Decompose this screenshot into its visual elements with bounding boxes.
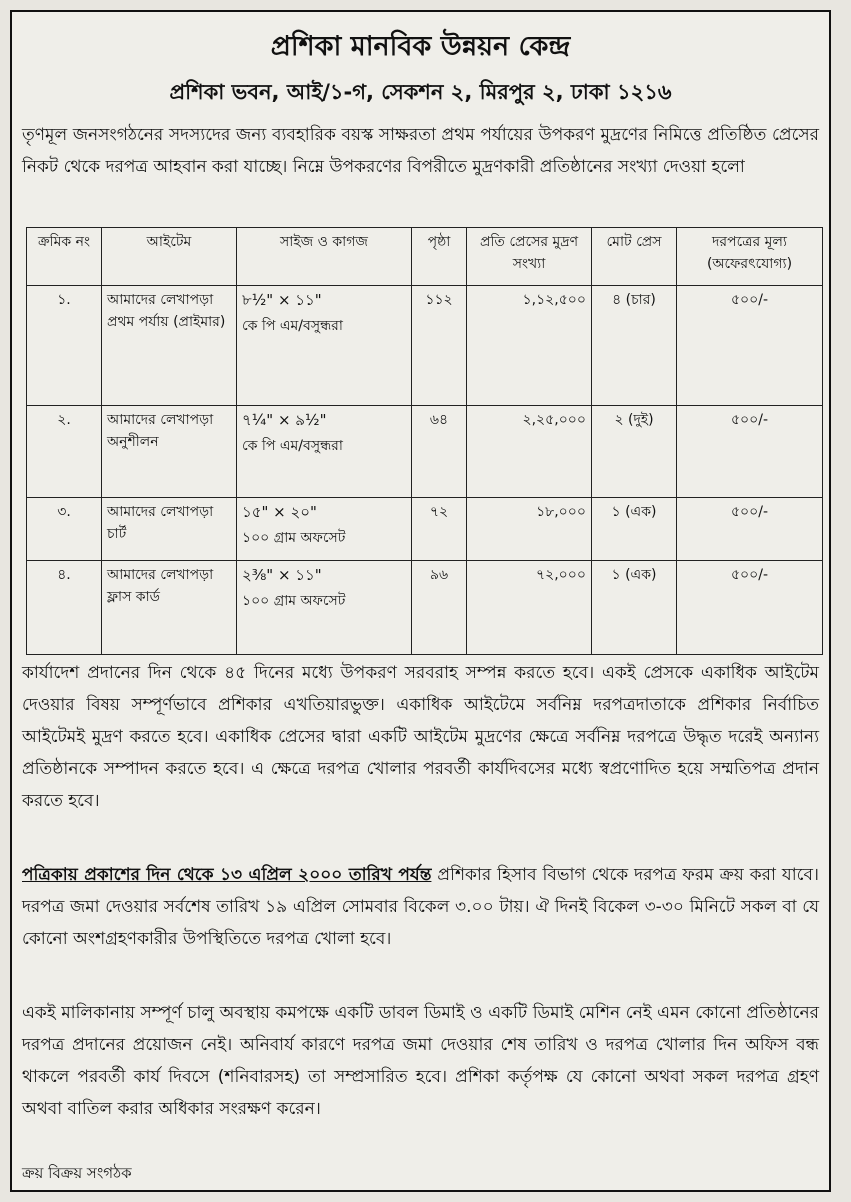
cell-pages: ৭২ — [412, 497, 467, 560]
cell-price: ৫০০/- — [677, 286, 823, 406]
cell-price: ৫০০/- — [677, 405, 823, 497]
cell-item: আমাদের লেখাপড়া অনুশীলন — [102, 405, 237, 497]
paper-type: কে পি এম/বসুন্ধরা — [242, 318, 343, 334]
paper-type: কে পি এম/বসুন্ধরা — [242, 437, 343, 454]
cell-serial: ৪. — [27, 560, 102, 654]
signature: ক্রয় বিক্রয় সংগঠক — [22, 1164, 132, 1182]
header-price: দরপত্রের মূল্য (অফেরৎযোগ্য) — [677, 228, 823, 286]
cell-pages: ৯৬ — [412, 560, 467, 654]
header-size: সাইজ ও কাগজ — [237, 228, 412, 286]
cell-size — [237, 497, 412, 560]
cell-pages: ৬৪ — [412, 405, 467, 497]
table-header-row — [27, 228, 823, 286]
paper-type: ১০০ গ্রাম অফসেট — [242, 592, 346, 609]
size-dimensions: ১৫" × ২০" — [242, 502, 317, 521]
cell-serial: ১. — [27, 286, 102, 406]
cell-size — [237, 286, 412, 406]
intro-paragraph: তৃণমূল জনসংগঠনের সদস্যদের জন্য ব্যবহারিক বয়স্ক সাক্ষরতা প্রথম পর্যায়ের উপকরণ মুদ্রণের নিমিত্তে প্রতিষ্ঠিত প্রেসের নিকট থেকে দরপত্র আহবান করা যাচ্ছে। নিম্নে উপকরণের বিপরীতে মুদ্রণকারী প্রতিষ্ঠানের সংখ্যা দেওয়া হলো — [22, 125, 819, 177]
table-row — [27, 286, 823, 406]
cell-total-press: ২ (দুই) — [592, 405, 677, 497]
cell-price: ৫০০/- — [677, 560, 823, 654]
cell-print-qty: ১৮,০০০ — [467, 497, 592, 560]
cell-size — [237, 560, 412, 654]
highlighted-deadline: পত্রিকায় প্রকাশের দিন থেকে ১৩ এপ্রিল ২০০০ তারিখ পর্যন্ত — [22, 865, 432, 885]
table-row — [27, 405, 823, 497]
terms-paragraph-dates — [22, 859, 819, 955]
cell-item: আমাদের লেখাপড়া ফ্লাস কার্ড — [102, 560, 237, 654]
cell-print-qty: ৭২,০০০ — [467, 560, 592, 654]
cell-serial: ৩. — [27, 497, 102, 560]
cell-item: আমাদের লেখাপড়া চার্ট — [102, 497, 237, 560]
paper-type: ১০০ গ্রাম অফসেট — [242, 529, 346, 546]
cell-size — [237, 405, 412, 497]
size-dimensions: ৮½" × ১১" — [242, 291, 322, 309]
dates-text: প্রশিকার হিসাব বিভাগ থেকে দরপত্র ফরম ক্রয় করা যাবে। দরপত্র জমা দেওয়ার সর্বশেষ তারিখ ১৯ এপ্রিল সোমবার বিকেল ৩.০০ টায়। ঐ দিনই বিকেল ৩-৩০ মিনিটে সকল বা যে কোনো অংশগ্রহণকারীর উপস্থিতিতে দরপত্র খোলা হবে। — [22, 865, 820, 949]
terms-paragraph-eligibility: একই মালিকানায় সম্পূর্ণ চালু অবস্থায় কমপক্ষে একটি ডাবল ডিমাই ও একটি ডিমাই মেশিন নেই এমন কোনো প্রতিষ্ঠানের দরপত্র প্রদানের প্রয়োজন নেই। অনিবার্য কারণে দরপত্র জমা দেওয়ার শেষ তারিখ ও দরপত্র খোলার দিন অফিস বন্ধ থাকলে পরবর্তী কার্য দিবসে (শনিবারসহ) তা সম্প্রসারিত হবে। প্রশিকা কর্তৃপক্ষ যে কোনো অথবা সকল দরপত্র গ্রহণ অথবা বাতিল করার অধিকার সংরক্ষণ করেন। — [22, 1003, 819, 1119]
organization-name: প্রশিকা মানবিক উন্নয়ন কেন্দ্র — [270, 31, 571, 62]
header-print-qty: প্রতি প্রেসের মুদ্রণ সংখ্যা — [467, 228, 592, 286]
cell-item: আমাদের লেখাপড়া প্রথম পর্যায় (প্রাইমার) — [102, 286, 237, 406]
size-dimensions: ৭¼" × ৯½" — [242, 410, 327, 429]
header-item: আইটেম — [102, 228, 237, 286]
organization-address: প্রশিকা ভবন, আই/১-গ, সেকশন ২, মিরপুর ২, ঢাকা ১২১৬ — [169, 80, 672, 104]
header-total-press: মোট প্রেস — [592, 228, 677, 286]
cell-total-press: ১ (এক) — [592, 560, 677, 654]
header-serial: ক্রমিক নং — [27, 228, 102, 286]
terms-paragraph-delivery: কার্যাদেশ প্রদানের দিন থেকে ৪৫ দিনের মধ্যে উপকরণ সরবরাহ সম্পন্ন করতে হবে। একই প্রেসকে একাধিক আইটেম দেওয়ার বিষয় সম্পূর্ণভাবে প্রশিকার এখতিয়ারভুক্ত। একাধিক আইটেমে সর্বনিম্ন দরপত্রদাতাকে প্রশিকার নির্বাচিত আইটেমই মুদ্রণ করতে হবে। একাধিক প্রেসের দ্বারা একটি আইটেম মুদ্রণের ক্ষেত্রে সর্বনিম্ন দরপত্রে উদ্ধৃত দরেই অন্যান্য প্রতিষ্ঠানকে সম্পাদন করতে হবে। এ ক্ষেত্রে দরপত্র খোলার পরবর্তী কার্যদিবসের মধ্যে স্বপ্রণোদিত হয়ে সম্মতিপত্র প্রদান করতে হবে। — [22, 663, 819, 811]
cell-total-press: ১ (এক) — [592, 497, 677, 560]
header-pages: পৃষ্ঠা — [412, 228, 467, 286]
table-row — [27, 560, 823, 654]
cell-total-press: ৪ (চার) — [592, 286, 677, 406]
cell-print-qty: ১,১২,৫০০ — [467, 286, 592, 406]
tender-notice — [10, 10, 831, 1192]
size-dimensions: ২⅜" × ১১" — [242, 565, 322, 584]
cell-print-qty: ২,২৫,০০০ — [467, 405, 592, 497]
items-table — [26, 227, 823, 655]
table-row — [27, 497, 823, 560]
cell-serial: ২. — [27, 405, 102, 497]
cell-pages: ১১২ — [412, 286, 467, 406]
cell-price: ৫০০/- — [677, 497, 823, 560]
